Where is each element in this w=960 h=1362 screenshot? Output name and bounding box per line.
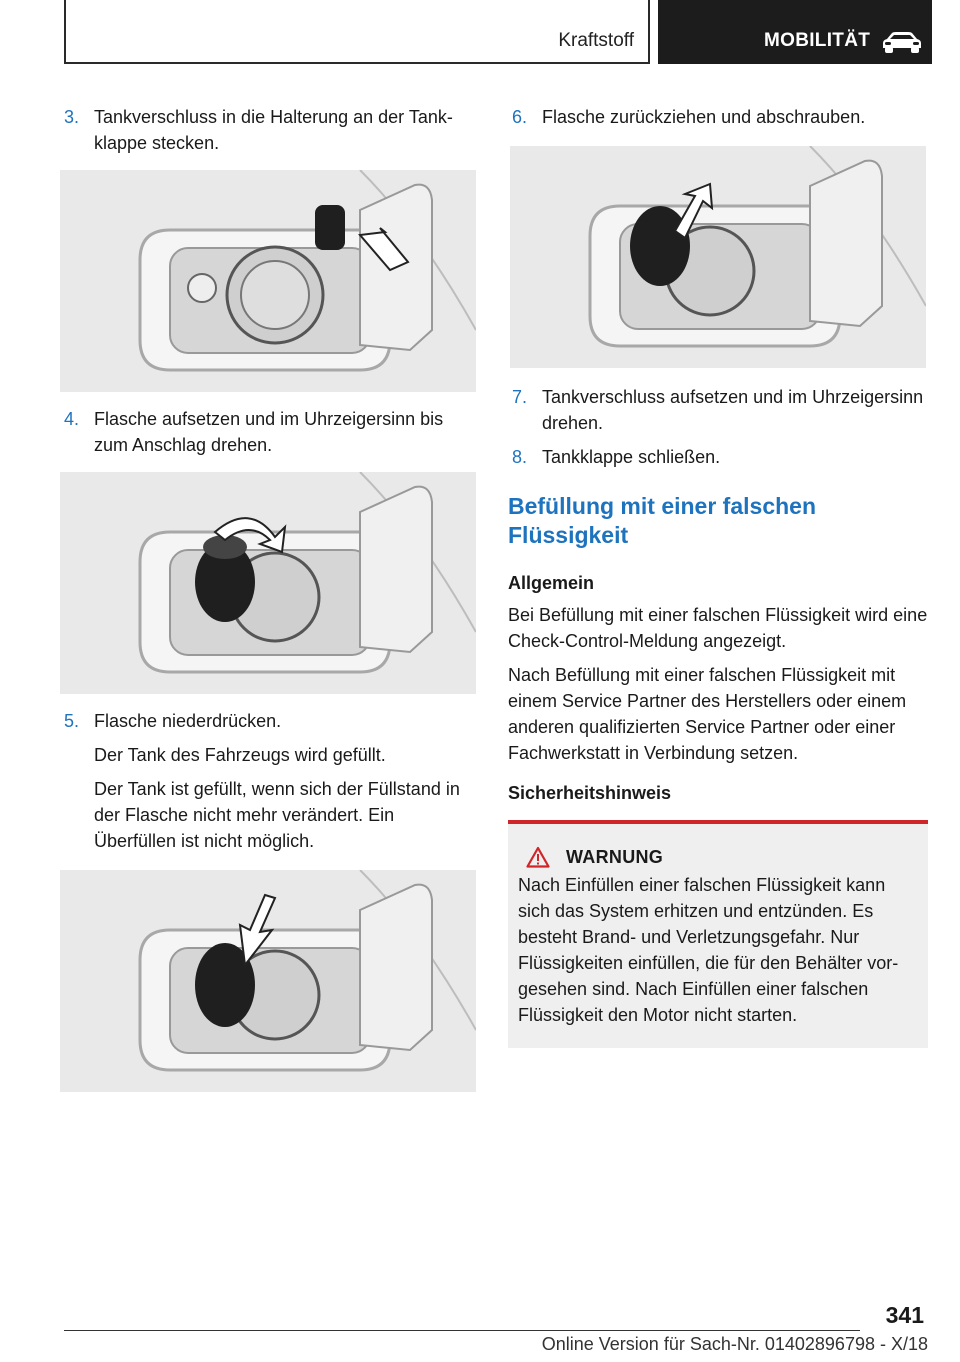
car-icon <box>880 30 924 54</box>
header-chapter-box <box>658 0 932 64</box>
step-number: 8. <box>512 447 528 467</box>
footer-rule <box>64 1330 860 1331</box>
warning-triangle-icon <box>526 846 550 868</box>
step-sub-text: Der Tank ist gefüllt, wenn sich der Füllstand in der Flasche nicht mehr verändert. Ein Überfüllen ist nicht möglich. <box>94 779 460 851</box>
subheading-general: Allgemein <box>508 573 595 593</box>
step-sub-text: Der Tank des Fahrzeugs wird gefüllt. <box>94 745 386 765</box>
left-column <box>60 104 476 1092</box>
warning-box <box>508 820 928 1048</box>
step-text: Flasche niederdrücken. <box>94 711 282 731</box>
subheading-safety: Sicherheitshinweis <box>508 783 672 803</box>
right-column <box>508 104 928 1048</box>
section-heading: Befüllung mit einer falschen Flüssigkeit <box>508 493 816 548</box>
paragraph: Bei Befüllung mit einer falschen Flüssigkeit wird eine Check-Control-Meldung angezeigt. <box>508 605 928 651</box>
warning-header <box>518 846 922 868</box>
paragraph: Nach Befüllung mit einer falschen Flüssigkeit mit einem Service Partner des Herstellers oder einem anderen qualifizierten Service Partner oder einer Fachwerkstatt in Verbindung setzen. <box>508 665 907 763</box>
step-8 <box>508 444 928 470</box>
step-text: Tankklappe schließen. <box>542 447 721 467</box>
step-number: 6. <box>512 107 528 127</box>
step-text: Tankverschluss in die Halterung an der Tankklappe stecken. <box>94 107 453 153</box>
warning-text: Nach Einfüllen einer falschen Flüssigkeit kann sich das System erhitzen und entzünden. Es besteht Brand- und Verletzungsgefahr. Nur Flüssigkeiten einfüllen, die für den Behälter vorgesehen sind. Nach Einfüllen einer falschen Flüssigkeit den Motor nicht starten. <box>518 875 899 1025</box>
page-number: 341 <box>885 1302 924 1328</box>
step-6 <box>508 104 928 130</box>
step-text: Flasche aufsetzen und im Uhrzeigersinn bis zum Anschlag drehen. <box>94 409 444 455</box>
step-text: Flasche zurückziehen und abschrauben. <box>542 107 866 127</box>
step-number: 3. <box>64 107 80 127</box>
header-chapter-title: MOBILITÄT <box>764 30 871 51</box>
figure-insert-cap <box>60 170 476 392</box>
step-3 <box>60 104 476 156</box>
warning-title: WARNUNG <box>566 846 664 867</box>
step-text: Tankverschluss aufsetzen und im Uhrzeigersinn drehen. <box>542 387 924 433</box>
footer-online-version: Online Version für Sach-Nr. 01402896798 - X/18 <box>541 1334 928 1354</box>
step-number: 4. <box>64 409 80 429</box>
figure-attach-bottle <box>60 472 476 694</box>
step-number: 7. <box>512 387 528 407</box>
figure-press-bottle <box>60 870 476 1092</box>
step-number: 5. <box>64 711 80 731</box>
figure-unscrew-bottle <box>510 146 926 368</box>
step-4 <box>60 406 476 458</box>
header-section-box <box>64 0 650 64</box>
step-7 <box>508 384 928 436</box>
header-section-title: Kraftstoff <box>558 30 634 51</box>
step-5 <box>60 708 476 854</box>
